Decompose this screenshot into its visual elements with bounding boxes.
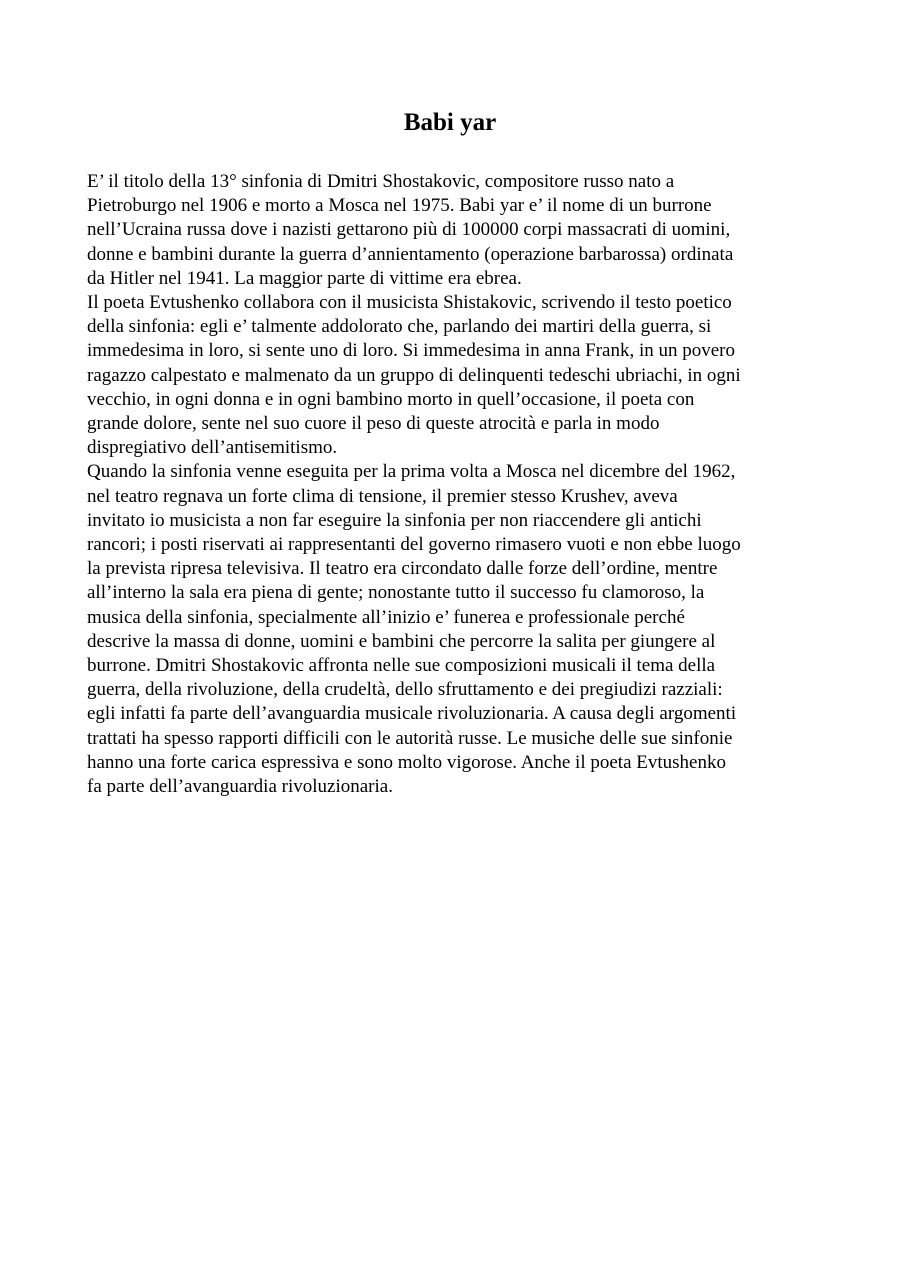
text-line: all’interno la sala era piena di gente; nonostante tutto il successo fu clamoroso, la [87,582,705,604]
text-line: Pietroburgo nel 1906 e morto a Mosca nel 1975. Babi yar e’ il nome di un burrone [87,195,712,217]
text-line: trattati ha spesso rapporti difficili con le autorità russe. Le musiche delle sue sinfonie [87,727,733,749]
text-line: E’ il titolo della 13° sinfonia di Dmitri Shostakovic, compositore russo nato a [87,171,675,192]
text-line: da Hitler nel 1941. La maggior parte di vittime era ebrea. [87,267,522,289]
text-line: Quando la sinfonia venne eseguita per la prima volta a Mosca nel dicembre del 1962, [87,461,736,483]
text-line: grande dolore, sente nel suo cuore il peso di queste atrocità e parla in modo [87,413,660,435]
text-line: donne e bambini durante la guerra d’annientamento (operazione barbarossa) ordinata [87,243,734,265]
page-title: Babi yar [403,109,497,136]
text-line: ragazzo calpestato e malmenato da un gruppo di delinquenti tedeschi ubriachi, in ogni [87,364,741,386]
text-line: nell’Ucraina russa dove i nazisti gettarono più di 100000 corpi massacrati di uomini, [87,219,731,241]
text-line: burrone. Dmitri Shostakovic affronta nelle sue composizioni musicali il tema della [87,655,716,677]
text-line: immedesima in loro, si sente uno di loro. Si immedesima in anna Frank, in un povero [87,340,736,362]
text-line: dispregiativo dell’antisemitismo. [87,437,338,459]
body-text [87,170,827,799]
text-line: guerra, della rivoluzione, della crudeltà, dello sfruttamento e dei pregiudizi razziali: [87,679,723,701]
text-line: nel teatro regnava un forte clima di tensione, il premier stesso Krushev, aveva [87,485,678,507]
text-line: fa parte dell’avanguardia rivoluzionaria. [87,776,393,798]
text-line: hanno una forte carica espressiva e sono molto vigorose. Anche il poeta Evtushenko [87,751,726,773]
text-line: la prevista ripresa televisiva. Il teatro era circondato dalle forze dell’ordine, mentre [87,558,718,580]
text-line: descrive la massa di donne, uomini e bambini che percorre la salita per giungere al [87,630,716,652]
text-line: musica della sinfonia, specialmente all’inizio e’ funerea e professionale perché [87,606,685,628]
text-line: della sinfonia: egli e’ talmente addolorato che, parlando dei martiri della guerra, si [87,316,712,338]
text-line: Il poeta Evtushenko collabora con il musicista Shistakovic, scrivendo il testo poetico [87,292,732,314]
text-line: rancori; i posti riservati ai rappresentanti del governo rimasero vuoti e non ebbe luogo [87,534,741,556]
text-line: invitato io musicista a non far eseguire la sinfonia per non riaccendere gli antichi [87,509,702,531]
text-line: egli infatti fa parte dell’avanguardia musicale rivoluzionaria. A causa degli argomenti [87,703,737,725]
text-line: vecchio, in ogni donna e in ogni bambino morto in quell’occasione, il poeta con [87,388,695,410]
